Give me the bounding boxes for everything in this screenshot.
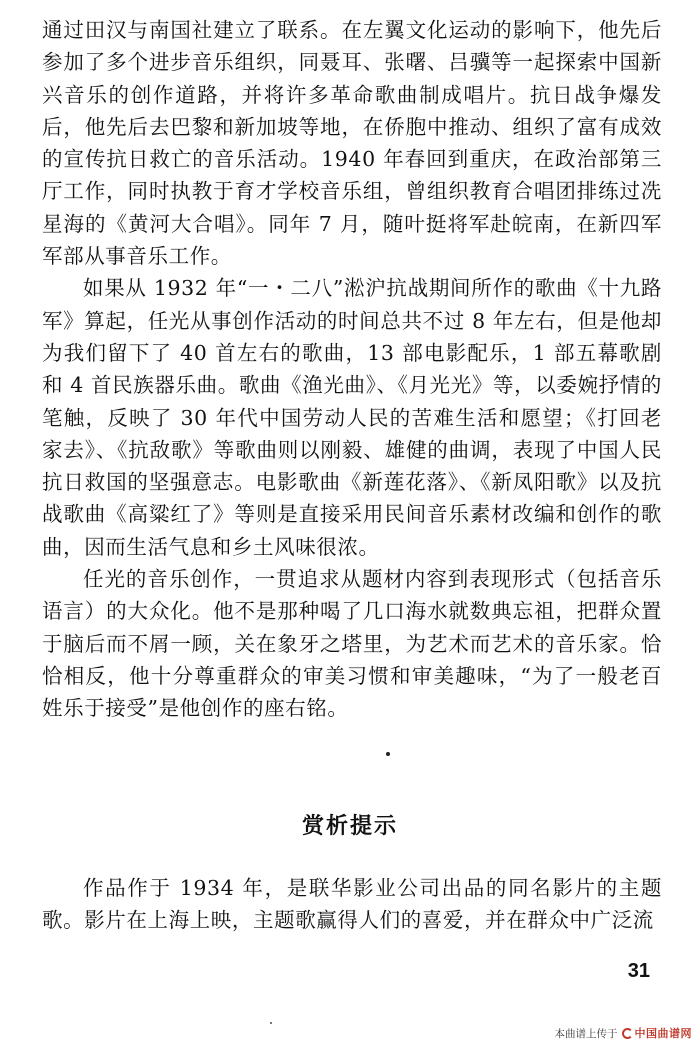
paragraph: 任光的音乐创作，一贯追求从题材内容到表现形式（包括音乐语言）的大众化。他不是那种喝了几口海水就数典忘祖，把群众置于脑后而不屑一顾，关在象牙之塔里，为艺术而艺术的音乐家。恰恰相反，他十分尊重群众的审美习惯和审美趣味，“为了一般老百姓乐于接受”是他创作的座右铭。 [42, 567, 662, 721]
section-heading: 赏析提示 [301, 814, 398, 839]
scan-speck [270, 1022, 272, 1024]
body-text-bottom [42, 872, 662, 937]
paragraph: 通过田汉与南国社建立了联系。在左翼文化运动的影响下，他先后参加了多个进步音乐组织，同聂耳、张曙、吕骥等一起探索中国新兴音乐的创作道路，并将许多革命歌曲制成唱片。抗日战争爆发后，他先后去巴黎和新加坡等地，在侨胞中推动、组织了富有成效的宣传抗日救亡的音乐活动。1940 年春回到重庆，在政治部第三厅工作，同时执教于育才学校音乐组，曾组织教育合唱团排练过冼星海的《黄河大合唱》。同年 7 月，随叶挺将军赴皖南，在新四军军部从事音乐工作。 [42, 18, 662, 269]
paragraph: 如果从 1932 年“一・二八”淞沪抗战期间所作的歌曲《十九路军》算起，任光从事创作活动的时间总共不过 8 年左右，但是他却为我们留下了 40 首左右的歌曲，13 部电影配乐，1 部五幕歌剧和 4 首民族器乐曲。歌曲《渔光曲》、《月光光》等，以委婉抒情的笔触，反映了 30 年代中国劳动人民的苦难生活和愿望；《打回老家去》、《抗敌歌》等歌曲则以刚毅、雄健的曲调，表现了中国人民抗日救国的坚强意志。电影歌曲《新莲花落》、《新凤阳歌》以及抗战歌曲《高粱红了》等则是直接采用民间音乐素材改编和创作的歌曲，因而生活气息和乡土风味很浓。 [42, 276, 662, 559]
site-logo [622, 1025, 693, 1041]
page-number: 31 [627, 960, 650, 982]
section-divider-dot [386, 752, 390, 756]
body-text-top [42, 14, 662, 725]
site-logo-icon [622, 1028, 633, 1039]
site-logo-text: 中国曲谱网 [634, 1027, 692, 1040]
paragraph: 作品作于 1934 年，是联华影业公司出品的同名影片的主题歌。影片在上海上映，主题歌赢得人们的喜爱，并在群众中广泛流 [42, 876, 662, 933]
footer-watermark [555, 1025, 693, 1041]
footer-upload-note: 本曲谱上传于 [554, 1027, 618, 1040]
